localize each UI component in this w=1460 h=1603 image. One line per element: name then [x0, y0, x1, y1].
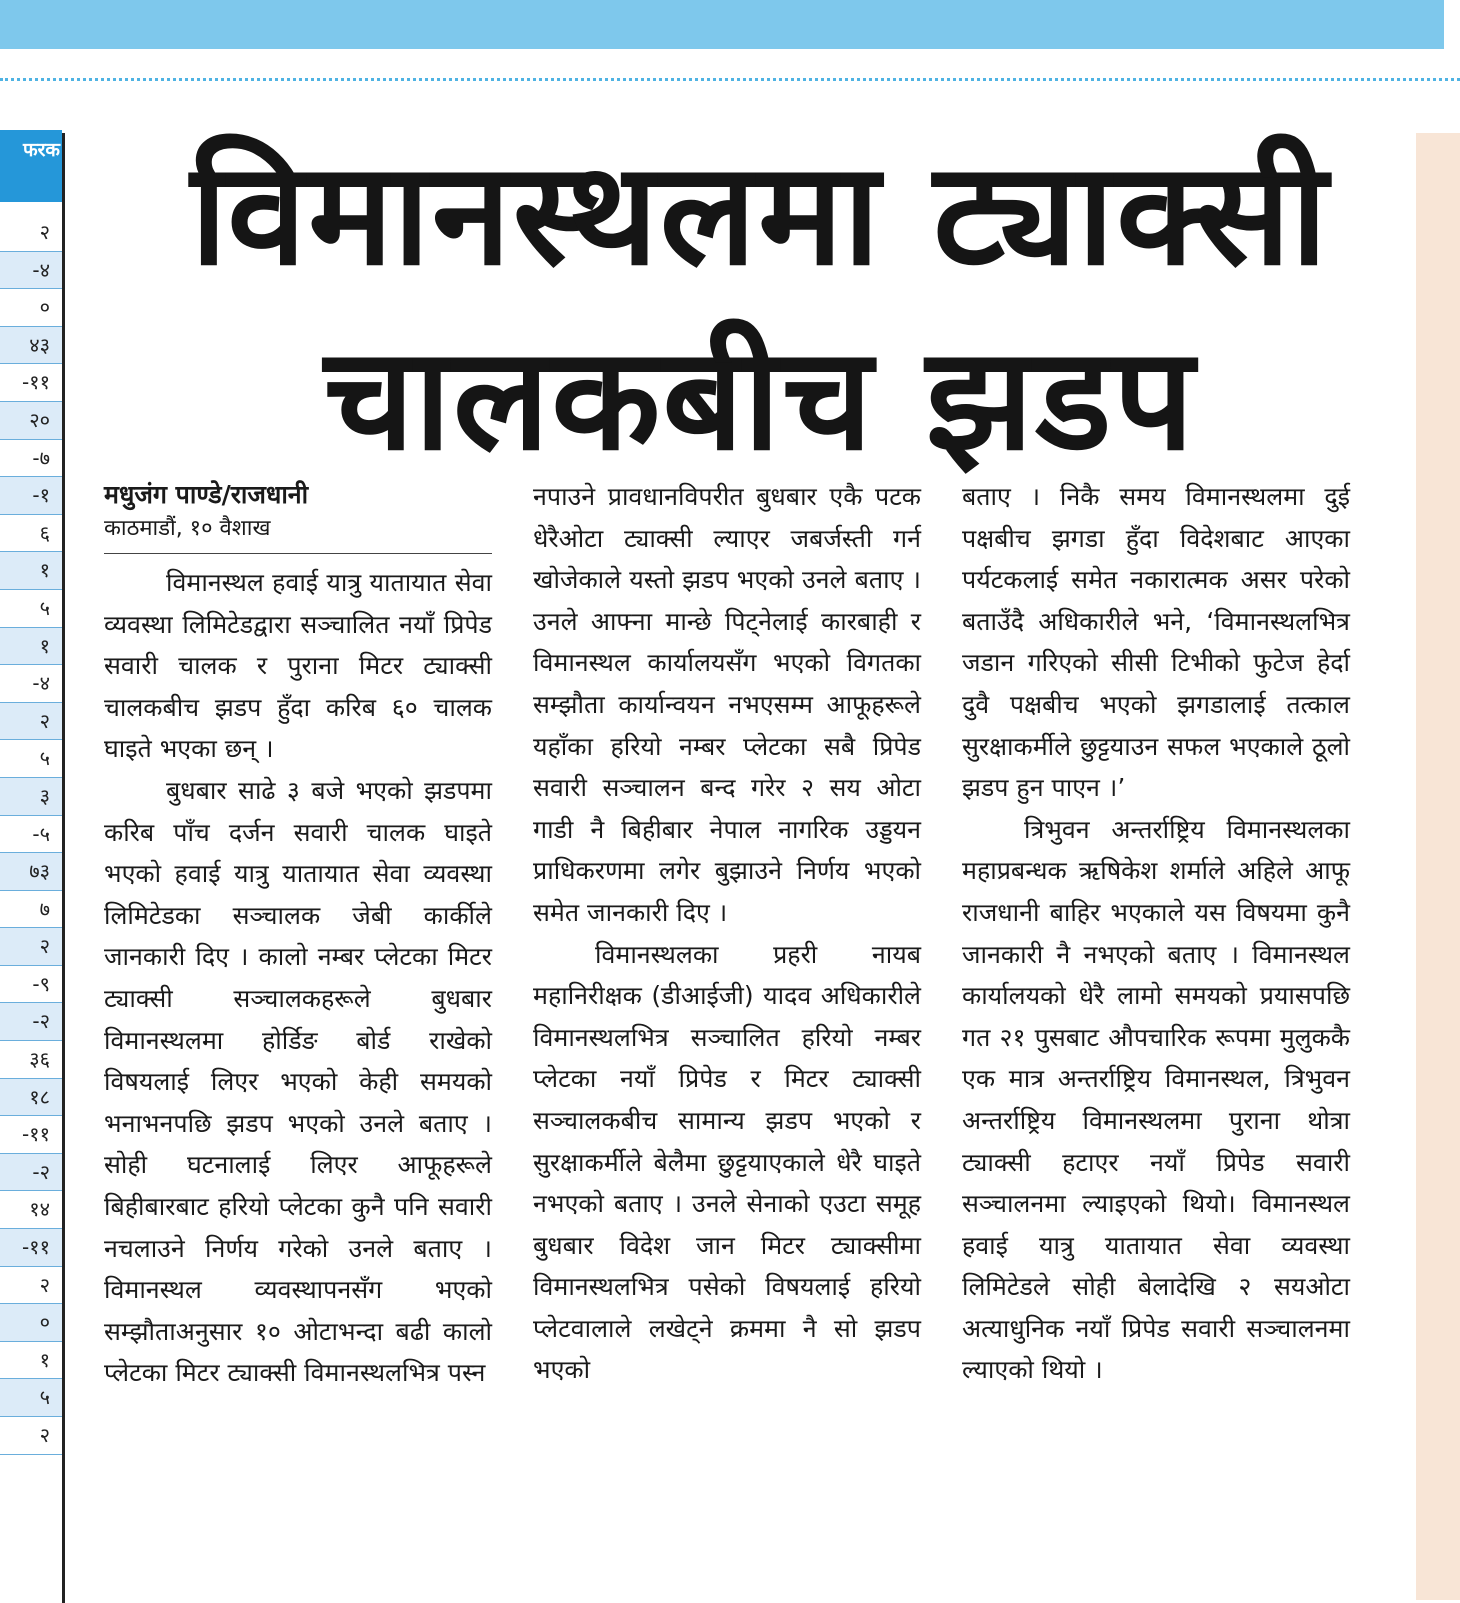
table-cell: २ [0, 1417, 62, 1455]
table-cell: १४ [0, 1191, 62, 1229]
table-cell: ५ [0, 590, 62, 628]
table-cell: ५ [0, 740, 62, 778]
table-cell: २ [0, 214, 62, 252]
top-bar-edge [1444, 0, 1460, 49]
adjacent-column-strip [1416, 133, 1460, 1600]
table-cell: २ [0, 928, 62, 966]
dotted-separator [0, 78, 1460, 81]
paragraph: बताए । निकै समय विमानस्थलमा दुई पक्षबीच झगडा हुँदा विदेशबाट आएका पर्यटकलाई समेत नकारात्मक असर परेको बताउँदै अधिकारीले भने, ‘विमानस्थलभित्र जडान गरिएको सीसी टिभीको फुटेज हेर्दा दुवै पक्षबीच भएको झगडालाई तत्काल सुरक्षाकर्मीले छुट्टयाउन सफल भएकाले ठूलो झडप हुन पाएन ।’ [962, 482, 1350, 803]
table-cell: ७ [0, 891, 62, 929]
paragraph: त्रिभुवन अन्तर्राष्ट्रिय विमानस्थलका महाप्रबन्धक ऋषिकेश शर्माले अहिले आफू राजधानी बाहिर भएकाले यस विषयमा कुनै जानकारी नै नभएको बताए । विमानस्थल कार्यालयको धेरै लामो समयको प्रयासपछि गत २१ पुसबाट औपचारिक रूपमा मुलुककै एक मात्र अन्तर्राष्ट्रिय विमानस्थल, त्रिभुवन अन्तर्राष्ट्रिय विमानस्थलमा पुराना थोत्रा ट्याक्सी हटाएर नयाँ प्रिपेड सवारी सञ्चालनमा ल्याइएको थियो। विमानस्थल हवाई यात्रु यातायात सेवा व्यवस्था लिमिटेडले सोही बेलादेखि २ सयओटा अत्याधुनिक नयाँ प्रिपेड सवारी सञ्चालनमा ल्याएको थियो । [962, 814, 1350, 1385]
left-table-rows [0, 214, 62, 1455]
table-cell: ० [0, 289, 62, 327]
headline [120, 120, 1400, 490]
left-table-header: फरक [0, 130, 62, 202]
table-cell: ७३ [0, 853, 62, 891]
table-cell: -१ [0, 477, 62, 515]
paragraph: नपाउने प्रावधानविपरीत बुधबार एकै पटक धेरैओटा ट्याक्सी ल्याएर जबर्जस्ती गर्न खोजेकाले यस्तो झडप भएको उनले बताए । उनले आफ्ना मान्छे पिट्नेलाई कारबाही र विमानस्थल कार्यालयसँग भएको विगतका सम्झौता कार्यान्वयन नभएसम्म आफूहरूले यहाँका हरियो नम्बर प्लेटका सबै प्रिपेड सवारी सञ्चालन बन्द गरेर २ सय ओटा गाडी नै बिहीबार नेपाल नागरिक उड्डयन प्राधिकरणमा लगेर बुझाउने निर्णय भएको समेत जानकारी दिए । [533, 482, 921, 927]
author: मधुजंग पाण्डे/राजधानी [104, 480, 309, 509]
table-cell: २ [0, 703, 62, 741]
byline [104, 477, 492, 554]
table-cell: १८ [0, 1079, 62, 1117]
top-color-bar [0, 0, 1460, 49]
table-cell: २ [0, 1267, 62, 1305]
table-cell: ६ [0, 515, 62, 553]
table-cell: ४३ [0, 327, 62, 365]
article-column-3 [962, 476, 1350, 1391]
table-cell: -११ [0, 364, 62, 402]
table-cell: ५ [0, 1379, 62, 1417]
table-cell: १ [0, 628, 62, 666]
paragraph: विमानस्थलका प्रहरी नायब महानिरीक्षक (डीआईजी) यादव अधिकारीले विमानस्थलभित्र सञ्चालित हरियो नम्बर प्लेटका नयाँ प्रिपेड र मिटर ट्याक्सी सञ्चालकबीच सामान्य झडप भएको र सुरक्षाकर्मीले बेलैमा छुट्टयाएकाले धेरै घाइते नभएको बताए । उनले सेनाको एउटा समूह बुधबार विदेश जान मिटर ट्याक्सीमा विमानस्थलभित्र पसेको विषयलाई हरियो प्लेटवालाले लखेट्ने क्रममा नै सो झडप भएको [533, 939, 921, 1385]
table-cell: २० [0, 402, 62, 440]
table-cell: -११ [0, 1229, 62, 1267]
table-cell: -११ [0, 1116, 62, 1154]
table-cell: -२ [0, 1154, 62, 1192]
table-cell: -४ [0, 252, 62, 290]
table-cell: -९ [0, 966, 62, 1004]
article-column-2 [533, 476, 921, 1391]
table-cell: -७ [0, 440, 62, 478]
paragraph: बुधबार साढे ३ बजे भएको झडपमा करिब पाँच दर्जन सवारी चालक घाइते भएको हवाई यात्रु यातायात सेवा व्यवस्था लिमिटेडका सञ्चालक जेबी कार्कीले जानकारी दिए । कालो नम्बर प्लेटका मिटर ट्याक्सी सञ्चालकहरूले बुधबार विमानस्थलमा होर्डिङ बोर्ड राखेको विषयलाई लिएर भएको केही समयको भनाभनपछि झडप भएको उनले बताए । सोही घटनालाई लिएर आफूहरूले बिहीबारबाट हरियो प्लेटका कुनै पनि सवारी नचलाउने निर्णय गरेको उनले बताए । विमानस्थल व्यवस्थापनसँग भएको सम्झौताअनुसार १० ओटाभन्दा बढी कालो प्लेटका मिटर ट्याक्सी विमानस्थलभित्र पस्न [104, 775, 492, 1388]
table-cell: -५ [0, 816, 62, 854]
byline-rule [104, 553, 492, 554]
dateline: काठमाडौं, १० वैशाख [104, 516, 271, 541]
table-cell: ३६ [0, 1041, 62, 1079]
table-cell: १ [0, 552, 62, 590]
headline-line-1: विमानस्थलमा ट्याक्सी [190, 132, 1330, 297]
paragraph: विमानस्थल हवाई यात्रु यातायात सेवा व्यवस्था लिमिटेडद्वारा सञ्चालित नयाँ प्रिपेड सवारी चालक र पुराना मिटर ट्याक्सी चालकबीच झडप हुँदा करिब ६० चालक घाइते भएका छन् । [104, 568, 492, 764]
table-cell: -४ [0, 665, 62, 703]
table-cell: ० [0, 1304, 62, 1342]
table-cell: -२ [0, 1003, 62, 1041]
headline-line-2: चालकबीच झडप [324, 317, 1196, 482]
table-cell: ३ [0, 778, 62, 816]
table-cell: १ [0, 1342, 62, 1380]
article-column-1 [104, 562, 492, 1394]
